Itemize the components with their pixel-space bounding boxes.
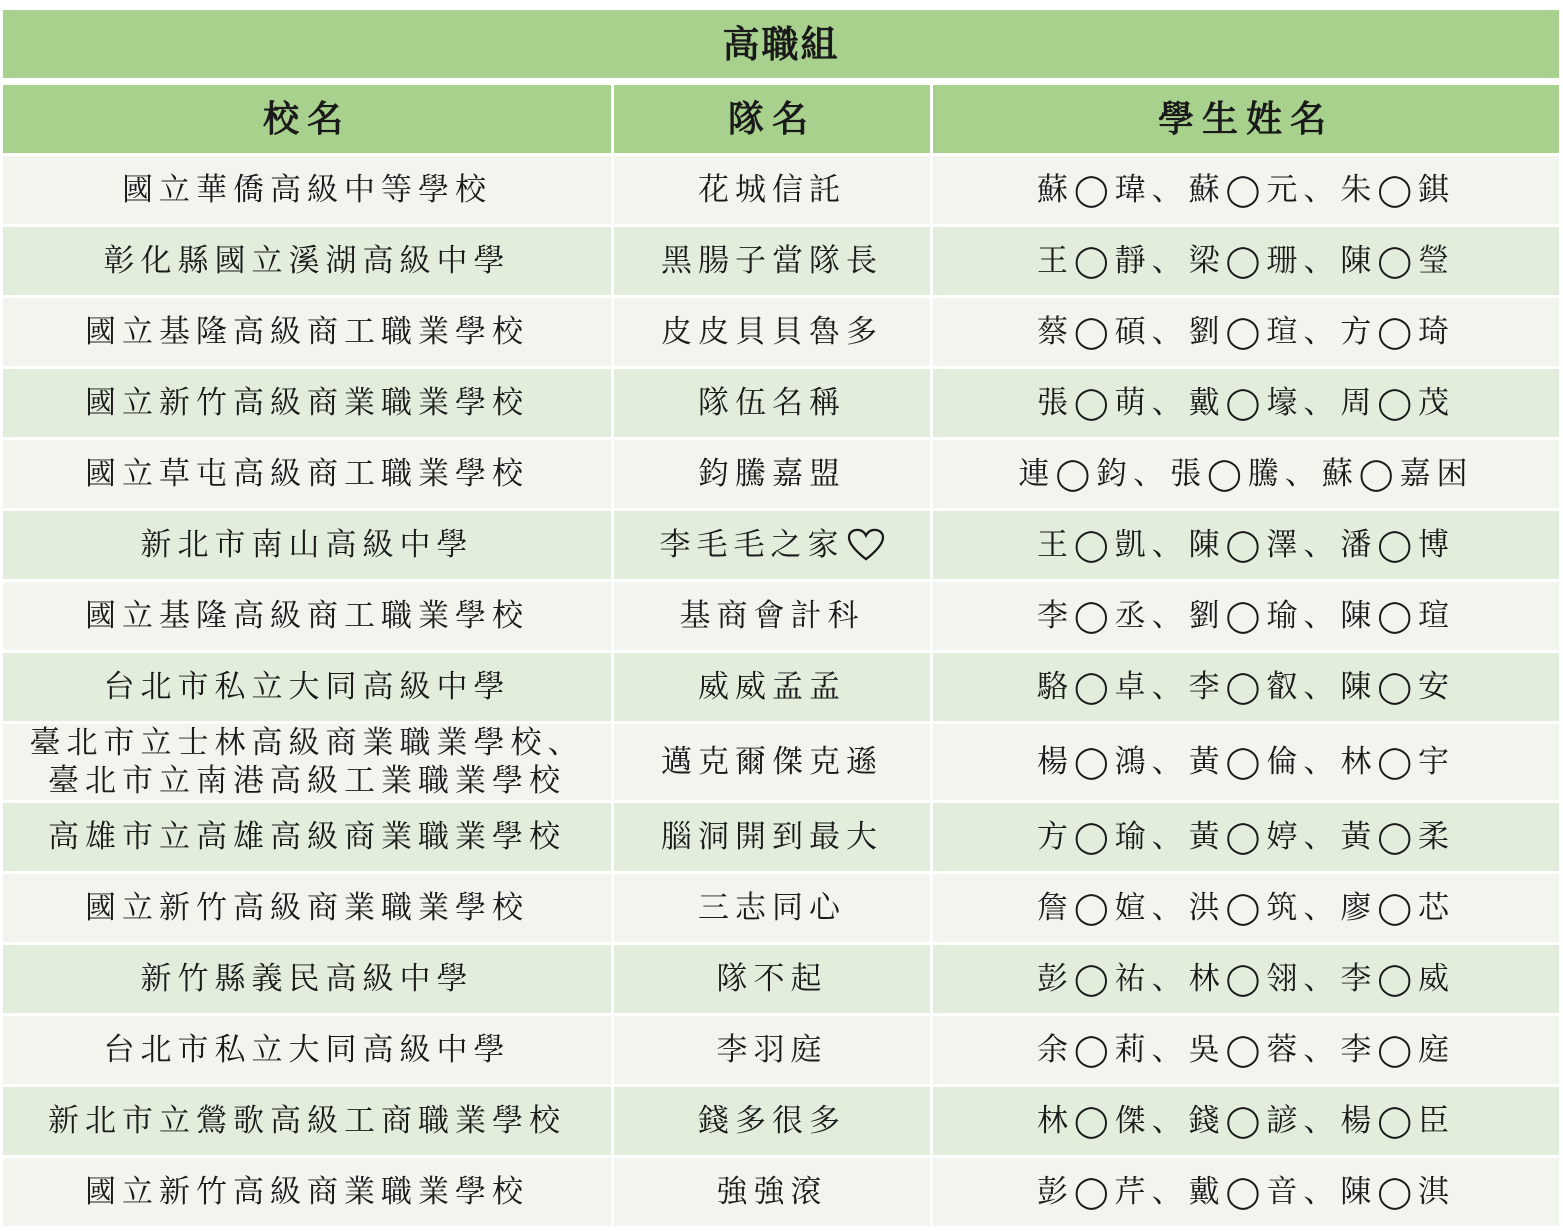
school-cell: 高雄市立高雄高級商業職業學校 xyxy=(3,803,611,871)
students-cell: 連◯鈞、張◯騰、蘇◯嘉困 xyxy=(933,440,1559,508)
school-cell: 國立基隆高級商工職業學校 xyxy=(3,298,611,366)
table-title: 高職組 xyxy=(3,10,1559,78)
team-cell: 強強滾 xyxy=(614,1158,930,1226)
students-cell: 張◯萌、戴◯壕、周◯茂 xyxy=(933,369,1559,437)
team-cell: 隊伍名稱 xyxy=(614,369,930,437)
students-cell: 彭◯祐、林◯翎、李◯威 xyxy=(933,945,1559,1013)
students-cell: 王◯凱、陳◯澤、潘◯博 xyxy=(933,511,1559,579)
team-cell: 基商會計科 xyxy=(614,582,930,650)
school-cell: 新北市立鶯歌高級工商職業學校 xyxy=(3,1087,611,1155)
students-cell: 方◯瑜、黃◯婷、黃◯柔 xyxy=(933,803,1559,871)
school-cell: 彰化縣國立溪湖高級中學 xyxy=(3,227,611,295)
team-name: 李毛毛之家 xyxy=(659,527,845,563)
school-cell: 國立新竹高級商業職業學校 xyxy=(3,369,611,437)
school-cell: 新竹縣義民高級中學 xyxy=(3,945,611,1013)
team-cell: 威威孟孟 xyxy=(614,653,930,721)
team-cell: 花城信託 xyxy=(614,156,930,224)
team-list-table xyxy=(0,8,1563,1231)
school-line: 臺北市立士林高級商業職業學校、 xyxy=(29,725,585,761)
heart-icon xyxy=(847,528,885,562)
students-cell: 蘇◯瑋、蘇◯元、朱◯錤 xyxy=(933,156,1559,224)
school-cell: 國立新竹高級商業職業學校 xyxy=(3,874,611,942)
students-cell: 楊◯鴻、黃◯倫、林◯宇 xyxy=(933,724,1559,800)
header-school: 校名 xyxy=(3,85,611,153)
header-team: 隊名 xyxy=(614,85,930,153)
school-cell: 台北市私立大同高級中學 xyxy=(3,653,611,721)
students-cell: 林◯傑、錢◯諺、楊◯臣 xyxy=(933,1087,1559,1155)
team-cell: 隊不起 xyxy=(614,945,930,1013)
team-cell xyxy=(614,511,930,579)
students-cell: 王◯靜、梁◯珊、陳◯瑩 xyxy=(933,227,1559,295)
team-cell: 邁克爾傑克遜 xyxy=(614,724,930,800)
students-cell: 駱◯卓、李◯叡、陳◯安 xyxy=(933,653,1559,721)
header-students: 學生姓名 xyxy=(933,85,1559,153)
school-cell: 國立華僑高級中等學校 xyxy=(3,156,611,224)
students-cell: 余◯莉、吳◯蓉、李◯庭 xyxy=(933,1016,1559,1084)
school-cell: 台北市私立大同高級中學 xyxy=(3,1016,611,1084)
school-cell: 國立基隆高級商工職業學校 xyxy=(3,582,611,650)
students-cell: 詹◯媗、洪◯筑、廖◯芯 xyxy=(933,874,1559,942)
team-cell: 腦洞開到最大 xyxy=(614,803,930,871)
students-cell: 彭◯芹、戴◯音、陳◯淇 xyxy=(933,1158,1559,1226)
school-line: 臺北市立南港高級工業職業學校 xyxy=(48,763,566,799)
school-cell: 新北市南山高級中學 xyxy=(3,511,611,579)
students-cell: 蔡◯碩、劉◯瑄、方◯琦 xyxy=(933,298,1559,366)
school-cell: 國立草屯高級商工職業學校 xyxy=(3,440,611,508)
team-cell: 三志同心 xyxy=(614,874,930,942)
team-cell: 黑腸子當隊長 xyxy=(614,227,930,295)
students-cell: 李◯丞、劉◯瑜、陳◯瑄 xyxy=(933,582,1559,650)
team-cell: 皮皮貝貝魯多 xyxy=(614,298,930,366)
team-cell: 鈞騰嘉盟 xyxy=(614,440,930,508)
school-cell: 國立新竹高級商業職業學校 xyxy=(3,1158,611,1226)
school-cell xyxy=(3,724,611,800)
team-cell: 李羽庭 xyxy=(614,1016,930,1084)
team-cell: 錢多很多 xyxy=(614,1087,930,1155)
